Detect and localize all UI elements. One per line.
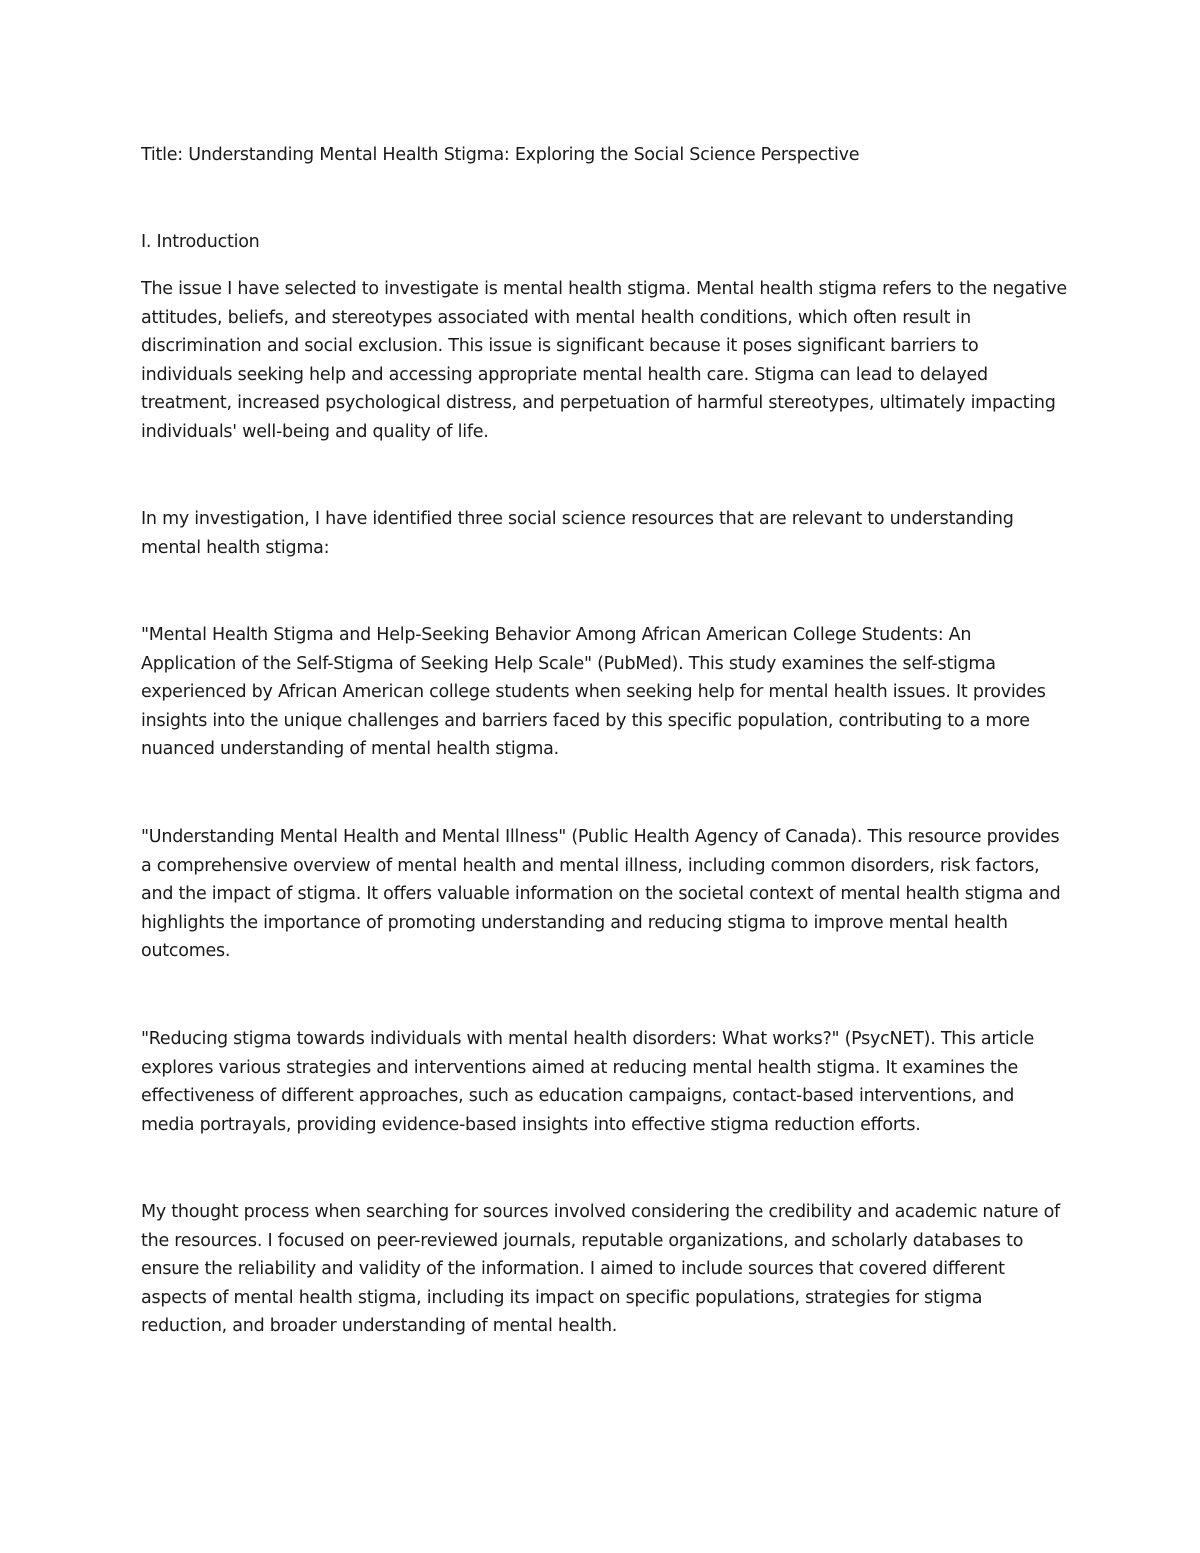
paragraph-resource-3: "Reducing stigma towards individuals with mental health disorders: What works?" (PsycNET). This article explores various strategies and interventions aimed at reducing mental health stigma. It examines the effectiveness of different approaches, such as education campaigns, contact-based interventions, and media portrayals, providing evidence-based insights into effective stigma reduction efforts. [141,1029,1035,1135]
paragraph-investigation: In my investigation, I have identified three social science resources that are relevant to understanding mental health stigma: [141,509,1014,558]
paragraph-issue: The issue I have selected to investigate is mental health stigma. Mental health stigma refers to the negative attitudes, beliefs, and stereotypes associated with mental health conditions, which often result in discrimination and social exclusion. This issue is significant because it poses significant barriers to individuals seeking help and accessing appropriate mental health care. Stigma can lead to delayed treatment, increased psychological distress, and perpetuation of harmful stereotypes, ultimately impacting individuals' well-being and quality of life. [141,279,1067,442]
document-title: Title: Understanding Mental Health Stigma: Exploring the Social Science Perspective [141,145,860,165]
paragraph-resource-1: "Mental Health Stigma and Help-Seeking Behavior Among African American College Students: An Application of the Self-Stigma of Seeking Help Scale" (PubMed). This study examines the self-stigma experienced by African American college students when seeking help for mental health issues. It provides insights into the unique challenges and barriers faced by this specific population, contributing to a more nuanced understanding of mental health stigma. [141,625,1046,760]
section-heading: I. Introduction [141,232,260,252]
paragraph-resource-2: "Understanding Mental Health and Mental Illness" (Public Health Agency of Canada). This resource provides a comprehensive overview of mental health and mental illness, including common disorders, risk factors, and the impact of stigma. It offers valuable information on the societal context of mental health stigma and highlights the importance of promoting understanding and reducing stigma to improve mental health outcomes. [141,827,1061,962]
paragraph-thought-process: My thought process when searching for sources involved considering the credibility and academic nature of the resources. I focused on peer-reviewed journals, reputable organizations, and scholarly databases to ensure the reliability and validity of the information. I aimed to include sources that covered different aspects of mental health stigma, including its impact on specific populations, strategies for stigma reduction, and broader understanding of mental health. [141,1202,1060,1337]
